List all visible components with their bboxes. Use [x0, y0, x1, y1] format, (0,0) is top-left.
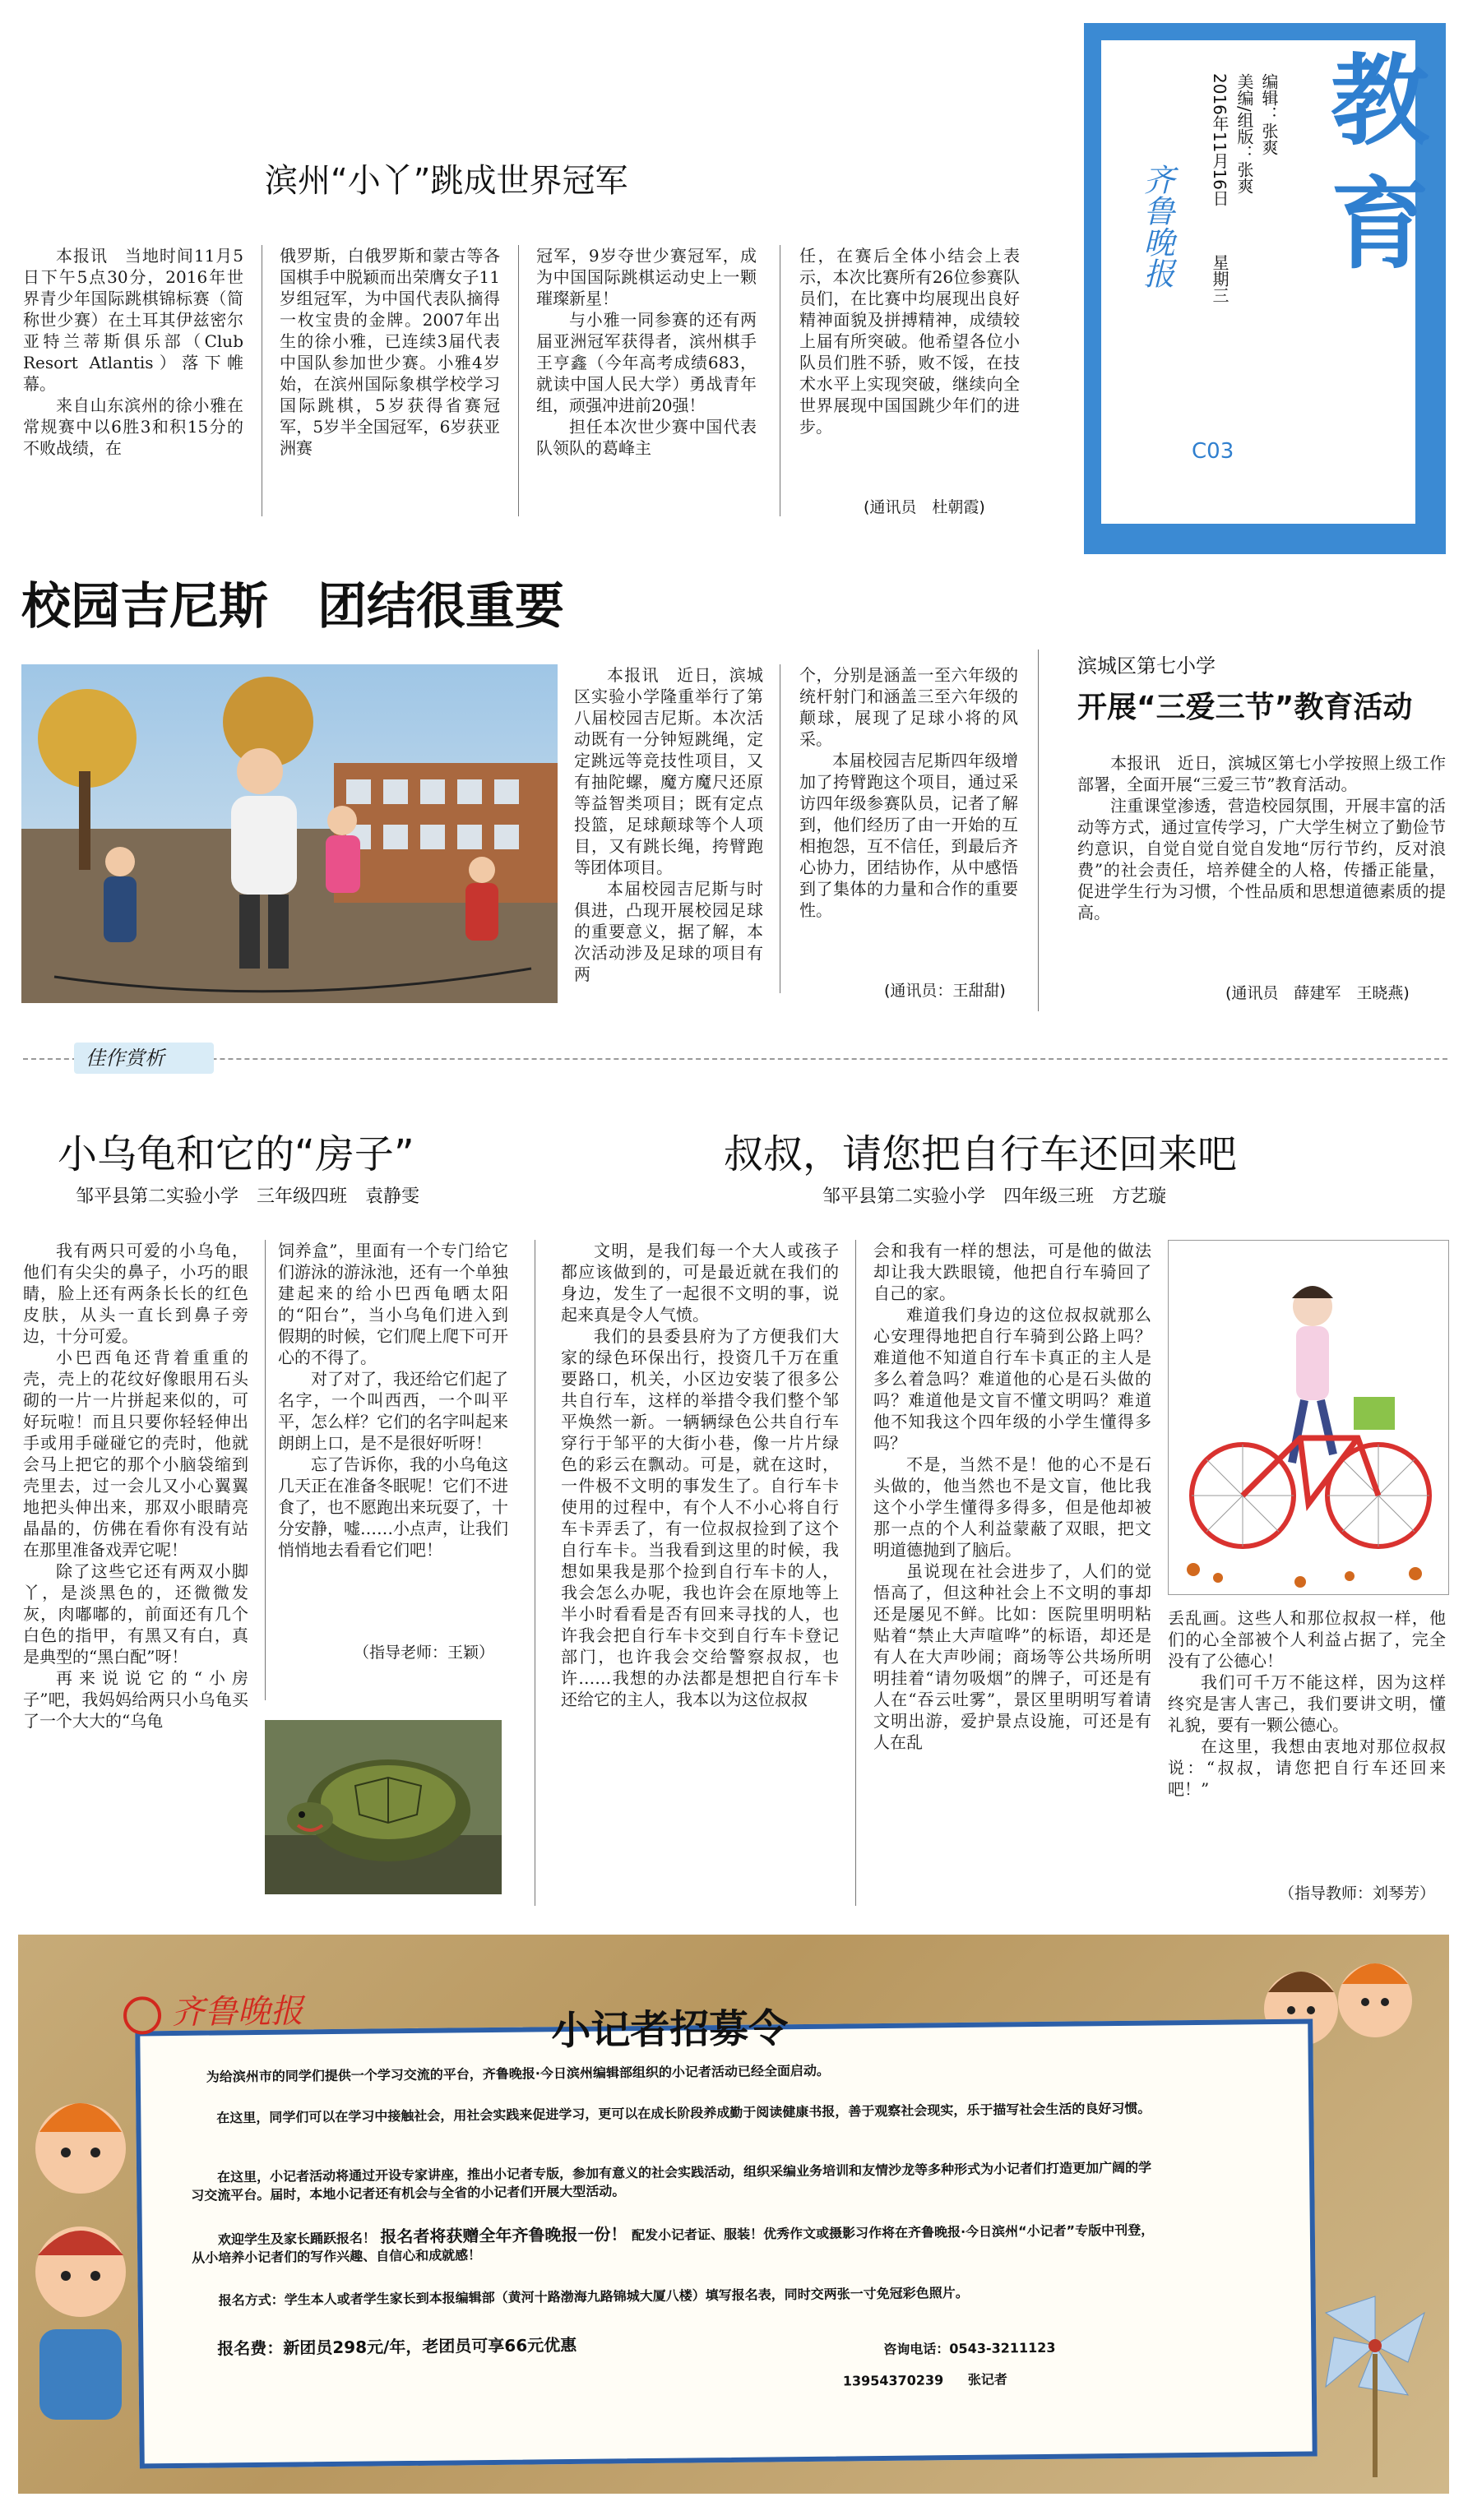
pinwheel-decoration [1309, 2280, 1441, 2485]
article5-para: 虽说现在社会进步了，人们的觉悟高了，但这种社会上不文明的事却还是屡见不鲜。比如：医院里明明粘贴着“禁止大声喧哗”的标语，却还是有人在大声吵闹；商场等公共场所明明挂着“请勿吸烟”的牌子，可还是有人在“吞云吐雾”，景区里明明写着请文明出游，爱护景点设施，可还是有人在乱 [873, 1561, 1151, 1752]
pinwheel-art [1309, 2280, 1441, 2485]
article4-title: 小乌龟和它的“房子” [58, 1131, 414, 1177]
article2-para: 个，分别是涵盖一至六年级的统杆射门和涵盖三至六年级的颠球，展现了足球小将的风采。 [799, 665, 1018, 749]
article1-title: 滨州“小丫”跳成世界冠军 [265, 162, 628, 200]
bicycle-illustration [1168, 1240, 1449, 1595]
recruit-para4-welcome: 欢迎学生及家长踊跃报名！ [217, 2230, 377, 2248]
recruit-para3: 在这里，小记者活动将通过开设专家讲座，推出小记者专版，参加有意义的社会实践活动，组织采编业务培训和友情沙龙等多种形式为小记者们打造更加广阔的学习交流平台。届时，本地小记者还有机会与全省的小记者们开展大型活动。 [191, 2159, 1152, 2203]
article1-col4 [799, 245, 1020, 437]
recruit-para2: 在这里，同学们可以在学习中接触社会，用社会实践来促进学习，更可以在成长阶段养成勤于阅读健康书报，善于观察社会现实，乐于描写社会生活的良好习惯。 [216, 2100, 1151, 2126]
article2-col2 [799, 664, 1018, 921]
article4-para: 对了对了，我还给它们起了名字，一个叫西西，一个叫平平，怎么样？它们的名字叫起来朗朗上口，是不是很好听呀！ [278, 1369, 508, 1453]
recruit-title: 小记者招募令 [550, 2005, 789, 2055]
article1-para: 与小雅一同参赛的还有两届亚洲冠军获得者，滨州棋手王亨鑫（今年高考成绩683，就读中国人民大学）勇战青年组，顽强冲进前20强！ [536, 310, 757, 415]
article5-para: 丢乱画。这些人和那位叔叔一样，他们的心全部被个人利益占据了，完全没有了公德心！ [1168, 1608, 1446, 1671]
photo-art [21, 664, 558, 1003]
article5-para: 我们的县委县府为了方便我们大家的绿色环保出行，投资几千万在重要路口，机关，小区边安装了很多公共自行车，这样的举措令我们整个邹平焕然一新。一辆辆绿色公共自行车穿行于邹平的大街小巷，像一片片绿色的彩云在飘动。可是，就在这时，一件极不文明的事发生了。自行车卡使用的过程中，有个人不小心将自行车卡弄丢了，有一位叔叔捡到了这个自行车卡。当我看到这里的时候，我想如果我是那个捡到自行车卡的人，我会怎么办呢，我也许会在原地等上半小时看看是否有回来寻找的人，也许我会把自行车卡交到自行车卡登记部门，也许我会交给警察叔叔，也许……我想的办法都是想把自行车卡还给它的主人，我本以为这位叔叔 [561, 1326, 839, 1709]
article3-body [1077, 752, 1446, 923]
article2-credit: (通讯员：王甜甜) [884, 982, 1006, 1000]
recruitment-notice-paper [135, 1992, 1317, 2469]
recruit-para4-gift: 报名者将获赠全年齐鲁晚报一份！ [380, 2224, 627, 2247]
skipping-rope-photo [21, 664, 558, 1003]
masthead-editor: 编辑：张爽 [1259, 73, 1279, 155]
article4-para: 饲养盒”，里面有一个专门给它们游泳的游泳池，还有一个单独建起来的给小巴西龟晒太阳的“阳台”，当小乌龟们进入到假期的时候，它们爬上爬下可开心的不得了。 [278, 1241, 508, 1367]
masthead-section-title: 教育 [1314, 49, 1429, 295]
recruit-contact: 张记者 [967, 2371, 1007, 2388]
article5-para: 在这里，我想由衷地对那位叔叔说：“叔叔，请您把自行车还回来吧！” [1168, 1736, 1446, 1799]
article5-para: 难道我们身边的这位叔叔就那么心安理得地把自行车骑到公路上吗？难道他不知道自行车卡真正的主人是多么着急吗？难道他的心是石头做的吗？难道他是文盲不懂文明吗？难道他不知我这个四年级的小学生懂得多吗？ [873, 1305, 1151, 1453]
recruit-fee: 报名费：新团员298元/年，老团员可享66元优惠 [217, 2334, 577, 2359]
article1-col3 [536, 245, 757, 459]
article1-credit: (通讯员 杜朝霞) [864, 498, 985, 516]
article5-col2 [873, 1240, 1151, 1753]
recruit-logo [123, 1985, 303, 2034]
article4-col2 [278, 1240, 508, 1561]
article4-para: 小巴西龟还背着重重的壳，壳上的花纹好像眼用石头砌的一片一片拼起来似的，可好玩啦！而且只要你轻轻伸出手或用手碰碰它的壳时，他就会马上把它的那个小脑袋缩到壳里去，过一会儿又小心翼翼地把头伸出来，那双小眼睛亮晶晶的，仿佛在看你有没有站在那里准备戏弄它呢！ [23, 1348, 248, 1560]
article2-col1 [574, 664, 763, 985]
article4-para: 忘了告诉你，我的小乌龟这几天正在准备冬眠呢！它们不进食了，也不愿跑出来玩耍了，十分安静，嘘……小点声，让我们悄悄地去看看它们吧！ [278, 1454, 508, 1560]
feature-label [74, 1043, 214, 1074]
article2-para: 本届校园吉尼斯与时俱进，凸现开展校园足球的重要意义，据了解，本次活动涉及足球的项目有两 [574, 879, 763, 984]
article5-para: 会和我有一样的想法，可是他的做法却让我大跌眼镜，他把自行车骑回了自己的家。 [873, 1241, 1151, 1303]
article4-col1 [23, 1240, 248, 1732]
article1-para: 担任本次世少赛中国代表队领队的葛峰主 [536, 417, 757, 458]
article2-para: 本届校园吉尼斯四年级增加了挎臂跑这个项目，通过采访四年级参赛队员，记者了解到，他们经历了由一开始的互相抱怨，互不信任，到最后齐心协力，团结协作，从中感悟到了集体的力量和合作的重要性。 [799, 751, 1018, 920]
recruit-para5: 报名方式：学生本人或者学生家长到本报编辑部（黄河十路渤海九路锦城大厦八楼）填写报名表，同时交两张一寸免冠彩色照片。 [218, 2284, 969, 2309]
article4-byline: 邹平县第二实验小学 三年级四班 袁静雯 [76, 1186, 420, 1207]
recruit-logo-mark [123, 1996, 161, 2034]
article3-title: 开展“三爱三节”教育活动 [1077, 691, 1413, 724]
article1-para: 俄罗斯，白俄罗斯和蒙古等各国棋手中脱颖而出荣膺女子11岁组冠军，为中国代表队摘得一枚宝贵的金牌。2007年出生的徐小雅，已连续3届代表中国队参加世少赛。小雅4岁始，在滨州国际象棋学校学习国际跳棋，5岁获得省赛冠军，5岁半全国冠军，6岁获亚洲赛 [280, 246, 500, 458]
turtle-art [265, 1720, 502, 1894]
recruit-para4-benefits: 配发小记者证、服装！优秀作文或摄影习作将在齐鲁晚报·今日滨州“小记者”专版中刊登，从小培养小记者们的写作兴趣、自信心和成就感！ [192, 2222, 1155, 2266]
recruit-phone-label: 咨询电话： [883, 2341, 950, 2358]
masthead-paper-logo: 齐鲁晚报 [1138, 164, 1174, 289]
article1-col2 [280, 245, 500, 459]
article4-para: 除了这些它还有两双小脚丫，是淡黑色的，还微微发灰，肉嘟嘟的，前面还有几个白色的指甲，有黑又有白，真是典型的“黑白配”呀！ [23, 1561, 248, 1667]
masthead-designer: 美编/组版：张爽 [1234, 73, 1254, 194]
article5-para: 不是，当然不是！他的心不是石头做的，他当然也不是文盲，他比我这个小学生懂得多得多，但是他却被那一点的个人利益蒙蔽了双眼，把文明道德抛到了脑后。 [873, 1454, 1151, 1560]
bicycle-art [1169, 1241, 1448, 1594]
article4-credit: （指导老师：王颖） [354, 1644, 495, 1662]
masthead-date: 2016年11月16日 [1210, 73, 1230, 206]
article4-para: 我有两只可爱的小乌龟，他们有尖尖的鼻子，小巧的眼睛，脸上还有两条长长的红色皮肤，从头一直长到鼻子旁边，十分可爱。 [23, 1241, 248, 1346]
article2-title: 校园吉尼斯 团结很重要 [21, 578, 564, 636]
article5-para: 文明，是我们每一个大人或孩子都应该做到的，可是最近就在我们的身边，发生了一起很不文明的事，说起来真是令人气愤。 [561, 1241, 839, 1325]
masthead-panel [1099, 38, 1429, 526]
recruit-mobile-number: 13954370239 [842, 2372, 944, 2389]
article3-kicker: 滨城区第七小学 [1077, 654, 1216, 677]
recruit-mobile [843, 2370, 1007, 2390]
article5-credit: （指导教师：刘琴芳） [1279, 1884, 1436, 1903]
masthead-weekday: 星期三 [1210, 254, 1230, 303]
article3-credit: (通讯员 薛建军 王晓燕) [1225, 984, 1410, 1002]
article5-para: 我们可千万不能这样，因为这样终究是害人害己，我们要讲文明，懂礼貌，要有一颗公德心。 [1168, 1672, 1446, 1735]
section-masthead [1084, 23, 1446, 554]
section-divider-dashed [23, 1058, 1447, 1060]
article3-para: 注重课堂渗透，营造校园氛围，开展丰富的活动等方式，通过宣传学习，广大学生树立了勤俭节约意识，自觉自觉自觉自发地“厉行节约，反对浪费”的社会责任，培养健全的人格，传播正能量，促进学生行为习惯，个性品质和思想道德素质的提高。 [1077, 796, 1446, 922]
feature-label-text: 佳作赏析 [86, 1047, 164, 1070]
article1-para: 本报讯 当地时间11月5日下午5点30分，2016年世界青少年国际跳棋锦标赛（简称世少赛）在土耳其伊兹密尔亚特兰蒂斯俱乐部（Club Resort Atlantis）落下帷幕。 [23, 246, 243, 394]
turtle-photo [265, 1720, 502, 1894]
article4-para: 再来说说它的“小房子”吧，我妈妈给两只小乌龟买了一个大大的“乌龟 [23, 1668, 248, 1731]
article5-title: 叔叔，请您把自行车还回来吧 [724, 1131, 1238, 1177]
article1-para: 冠军，9岁夺世少赛冠军，成为中国国际跳棋运动史上一颗璀璨新星！ [536, 246, 757, 308]
article2-para: 本报讯 近日，滨城区实验小学隆重举行了第八届校园吉尼斯。本次活动既有一分钟短跳绳，定定跳远等竞技性项目，又有抽陀螺，魔方魔尺还原等益智类项目；既有定点投篮，足球颠球等个人项目，又有跳长绳，挎臂跑等团体项目。 [574, 665, 763, 877]
recruit-para4 [192, 2219, 1162, 2267]
article1-para: 任，在赛后全体小结会上表示，本次比赛所有26位参赛队员们，在比赛中均展现出良好精神面貌及拼搏精神，成绩较上届有所突破。他希望各位小队员们胜不骄，败不馁，在技术水平上实现突破，继续向全世界展现中国国跳少年们的进步。 [799, 246, 1020, 437]
article5-byline: 邹平县第二实验小学 四年级三班 方艺璇 [822, 1186, 1167, 1207]
article1-col1 [23, 245, 243, 459]
article3-para: 本报讯 近日，滨城区第七小学按照上级工作部署，全面开展“三爱三节”教育活动。 [1077, 753, 1446, 794]
article1-para: 来自山东滨州的徐小雅在常规赛中以6胜3和积15分的不败战绩，在 [23, 395, 243, 458]
kids-left-art [23, 2083, 138, 2428]
cartoon-kids-left [23, 2083, 138, 2428]
article5-col3 [1168, 1607, 1446, 1800]
recruit-phone [883, 2339, 1055, 2359]
reporter-recruitment-banner [18, 1935, 1449, 2494]
recruit-phone-number: 0543-3211123 [949, 2339, 1056, 2357]
recruit-para1: 为给滨州市的同学们提供一个学习交流的平台，齐鲁晚报·今日滨州编辑部组织的小记者活动已经全面启动。 [206, 2062, 830, 2085]
recruit-logo-text: 齐鲁晚报 [171, 1992, 303, 2032]
article5-col1 [561, 1240, 839, 1710]
masthead-page-number: C03 [1192, 439, 1234, 464]
